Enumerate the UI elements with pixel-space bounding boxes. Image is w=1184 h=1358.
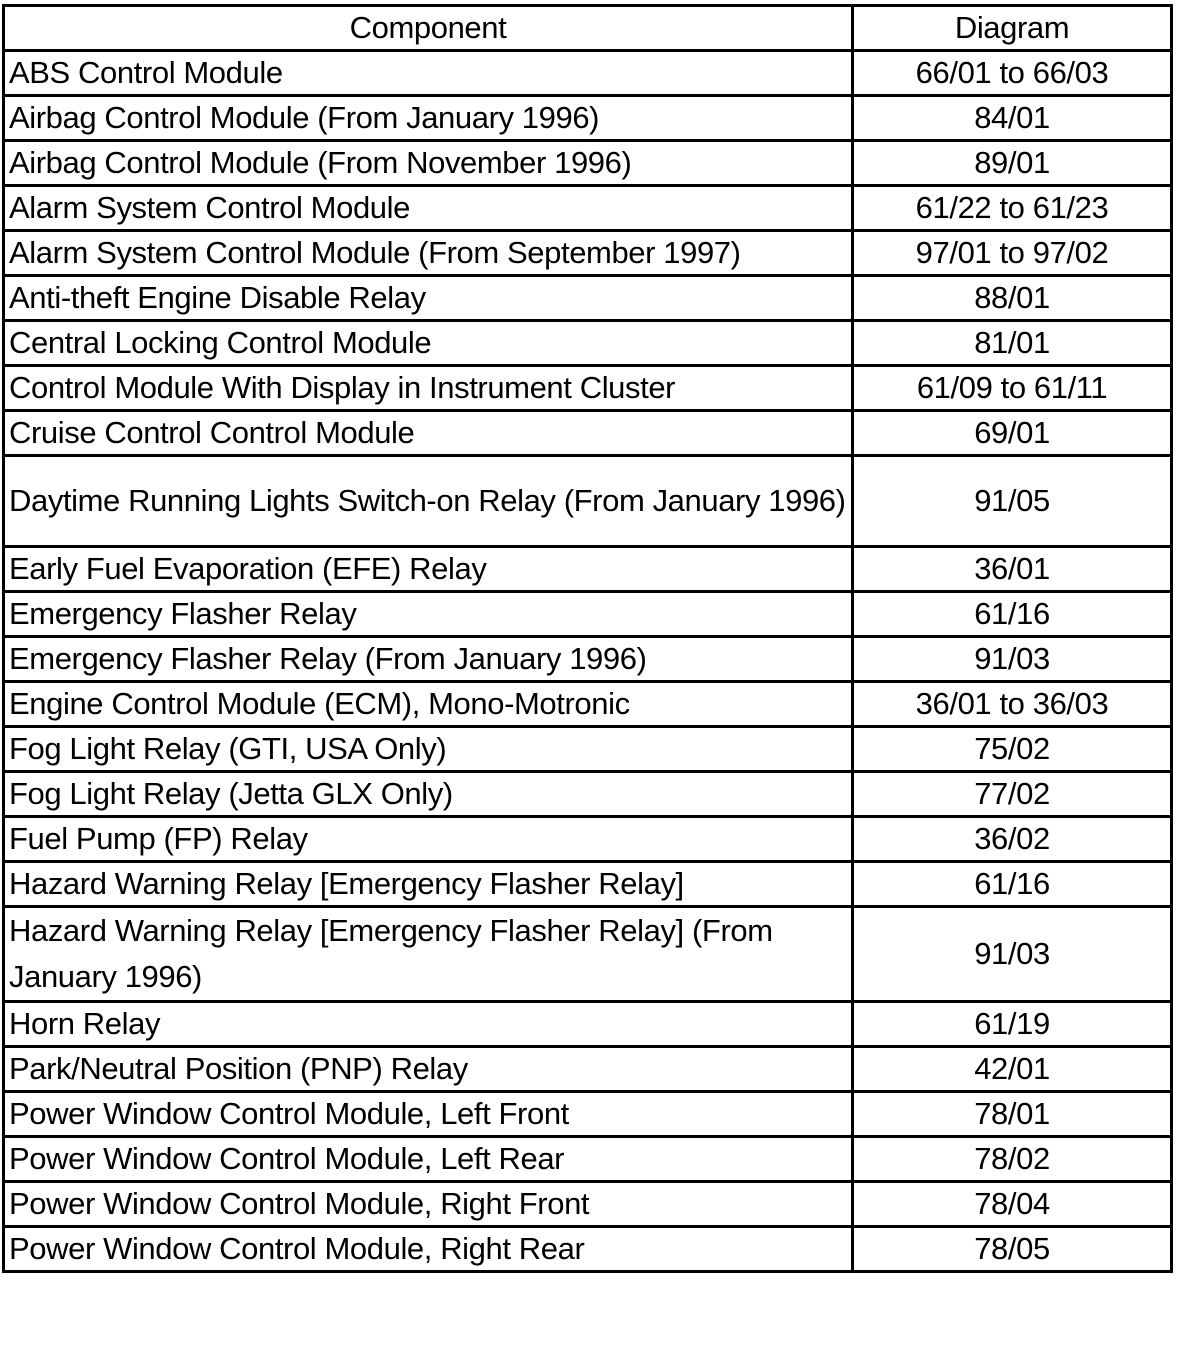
column-header-component: Component [4,6,853,51]
table-row [4,1182,1172,1227]
table-row [4,411,1172,456]
diagram-cell: 61/19 [853,1002,1172,1047]
diagram-cell: 61/16 [853,592,1172,637]
diagram-cell: 88/01 [853,276,1172,321]
table-row [4,231,1172,276]
diagram-cell: 69/01 [853,411,1172,456]
component-cell: Airbag Control Module (From January 1996) [4,96,853,141]
component-cell: Emergency Flasher Relay (From January 1996) [4,637,853,682]
diagram-cell: 66/01 to 66/03 [853,51,1172,96]
table-row [4,547,1172,592]
component-cell: ABS Control Module [4,51,853,96]
table-row [4,1227,1172,1272]
table-header [4,6,1172,51]
component-cell: Anti-theft Engine Disable Relay [4,276,853,321]
component-cell: Power Window Control Module, Left Front [4,1092,853,1137]
diagram-cell: 61/16 [853,862,1172,907]
diagram-cell: 42/01 [853,1047,1172,1092]
diagram-cell: 84/01 [853,96,1172,141]
diagram-cell: 91/03 [853,637,1172,682]
diagram-cell: 36/01 [853,547,1172,592]
component-cell: Emergency Flasher Relay [4,592,853,637]
table-row [4,51,1172,96]
diagram-cell: 77/02 [853,772,1172,817]
table-row [4,456,1172,547]
component-cell: Airbag Control Module (From November 1996) [4,141,853,186]
diagram-cell: 78/02 [853,1137,1172,1182]
table-row [4,321,1172,366]
component-cell: Fuel Pump (FP) Relay [4,817,853,862]
table-row [4,1092,1172,1137]
table-row [4,637,1172,682]
table-row [4,592,1172,637]
component-cell: Horn Relay [4,1002,853,1047]
diagram-cell: 36/02 [853,817,1172,862]
diagram-cell: 97/01 to 97/02 [853,231,1172,276]
table-row [4,366,1172,411]
table-row [4,862,1172,907]
component-cell: Hazard Warning Relay [Emergency Flasher Relay] (From January 1996) [4,907,853,1002]
component-cell: Engine Control Module (ECM), Mono-Motronic [4,682,853,727]
table-body [4,51,1172,1272]
component-cell: Cruise Control Control Module [4,411,853,456]
diagram-cell: 89/01 [853,141,1172,186]
table-row [4,772,1172,817]
table-row [4,682,1172,727]
table-row [4,141,1172,186]
component-cell: Power Window Control Module, Left Rear [4,1137,853,1182]
diagram-cell: 75/02 [853,727,1172,772]
table-row [4,1047,1172,1092]
column-header-diagram: Diagram [853,6,1172,51]
component-cell: Fog Light Relay (Jetta GLX Only) [4,772,853,817]
component-cell: Hazard Warning Relay [Emergency Flasher Relay] [4,862,853,907]
component-cell: Park/Neutral Position (PNP) Relay [4,1047,853,1092]
component-cell: Alarm System Control Module (From September 1997) [4,231,853,276]
component-cell: Control Module With Display in Instrument Cluster [4,366,853,411]
table-row [4,1137,1172,1182]
diagram-cell: 78/04 [853,1182,1172,1227]
table-row [4,96,1172,141]
diagram-cell: 91/05 [853,456,1172,547]
diagram-cell: 61/22 to 61/23 [853,186,1172,231]
component-diagram-table [2,4,1173,1273]
diagram-cell: 36/01 to 36/03 [853,682,1172,727]
component-cell: Early Fuel Evaporation (EFE) Relay [4,547,853,592]
table-row [4,1002,1172,1047]
component-cell: Daytime Running Lights Switch-on Relay (From January 1996) [4,456,853,547]
diagram-cell: 78/05 [853,1227,1172,1272]
table-row [4,276,1172,321]
component-cell: Power Window Control Module, Right Rear [4,1227,853,1272]
diagram-cell: 81/01 [853,321,1172,366]
table-row [4,186,1172,231]
component-cell: Central Locking Control Module [4,321,853,366]
component-cell: Fog Light Relay (GTI, USA Only) [4,727,853,772]
component-cell: Alarm System Control Module [4,186,853,231]
table-row [4,907,1172,1002]
table-row [4,817,1172,862]
diagram-cell: 61/09 to 61/11 [853,366,1172,411]
diagram-cell: 78/01 [853,1092,1172,1137]
header-row [4,6,1172,51]
diagram-cell: 91/03 [853,907,1172,1002]
table-row [4,727,1172,772]
component-cell: Power Window Control Module, Right Front [4,1182,853,1227]
